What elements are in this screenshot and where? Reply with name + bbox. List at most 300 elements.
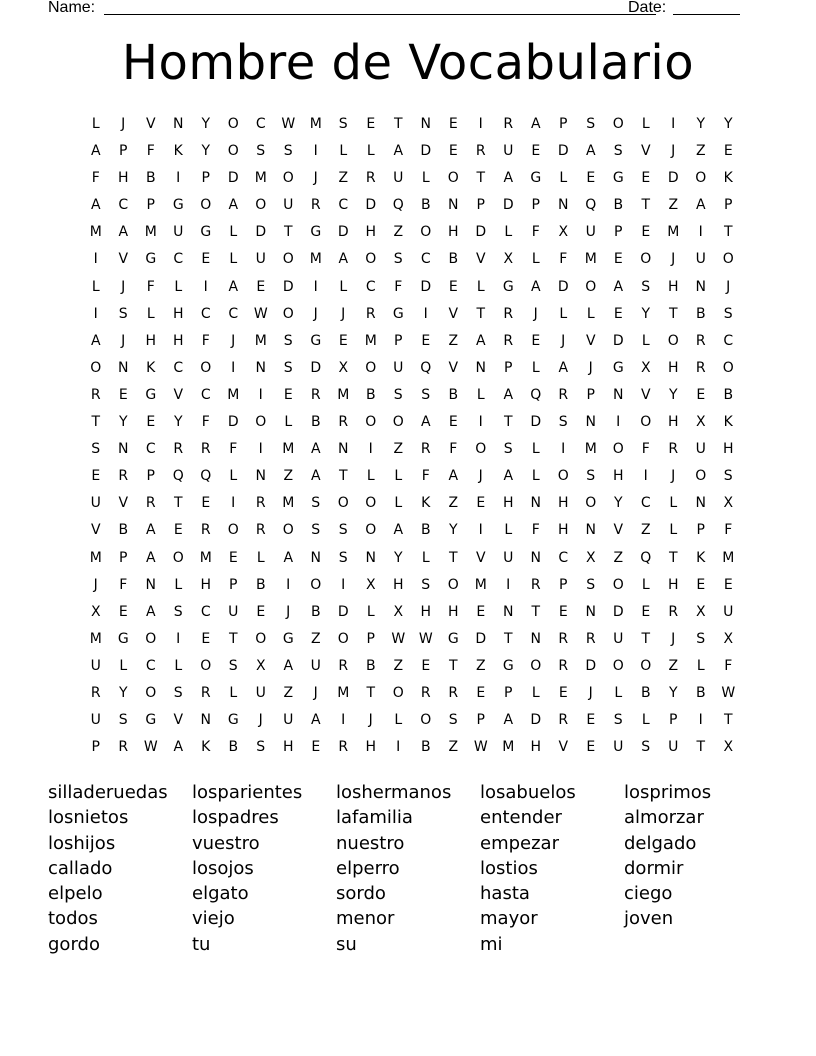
- grid-letter[interactable]: Y: [723, 116, 733, 132]
- grid-letter[interactable]: B: [613, 197, 624, 214]
- grid-letter[interactable]: Z: [695, 143, 706, 160]
- grid-letter[interactable]: H: [667, 359, 679, 376]
- grid-letter[interactable]: T: [91, 414, 101, 431]
- grid-letter[interactable]: L: [229, 251, 238, 268]
- grid-letter[interactable]: F: [146, 278, 155, 295]
- grid-letter[interactable]: H: [392, 576, 404, 593]
- grid-letter[interactable]: W: [143, 739, 158, 756]
- grid-letter[interactable]: J: [286, 603, 291, 620]
- grid-letter[interactable]: L: [394, 495, 403, 512]
- grid-letter[interactable]: L: [531, 359, 540, 376]
- grid-letter[interactable]: O: [392, 684, 404, 701]
- grid-letter[interactable]: H: [200, 576, 212, 593]
- grid-letter[interactable]: Y: [613, 495, 623, 512]
- grid-letter[interactable]: L: [421, 170, 430, 187]
- grid-letter[interactable]: V: [613, 522, 624, 539]
- grid-letter[interactable]: I: [616, 414, 621, 431]
- grid-letter[interactable]: R: [585, 630, 596, 647]
- grid-letter[interactable]: Y: [668, 684, 678, 701]
- grid-letter[interactable]: Z: [283, 468, 294, 485]
- grid-letter[interactable]: U: [723, 603, 734, 620]
- grid-letter[interactable]: R: [503, 332, 514, 349]
- grid-letter[interactable]: B: [310, 603, 321, 620]
- grid-letter[interactable]: Z: [668, 197, 679, 214]
- grid-letter[interactable]: B: [420, 739, 431, 756]
- grid-letter[interactable]: S: [421, 386, 431, 403]
- grid-letter[interactable]: O: [200, 359, 212, 376]
- grid-letter[interactable]: O: [640, 414, 652, 431]
- grid-letter[interactable]: R: [338, 739, 349, 756]
- grid-letter[interactable]: E: [558, 603, 568, 620]
- grid-letter[interactable]: O: [392, 414, 404, 431]
- grid-letter[interactable]: D: [530, 414, 542, 431]
- grid-letter[interactable]: B: [723, 386, 734, 403]
- grid-letter[interactable]: H: [557, 522, 569, 539]
- grid-letter[interactable]: O: [640, 251, 652, 268]
- grid-letter[interactable]: G: [200, 224, 212, 241]
- grid-letter[interactable]: I: [396, 739, 401, 756]
- grid-letter[interactable]: N: [530, 549, 541, 566]
- grid-letter[interactable]: T: [668, 549, 678, 566]
- grid-letter[interactable]: C: [338, 197, 349, 214]
- grid-letter[interactable]: R: [255, 495, 266, 512]
- grid-letter[interactable]: L: [669, 522, 678, 539]
- grid-letter[interactable]: R: [145, 495, 156, 512]
- grid-letter[interactable]: C: [173, 251, 184, 268]
- grid-letter[interactable]: V: [173, 386, 184, 403]
- grid-letter[interactable]: G: [310, 224, 322, 241]
- grid-letter[interactable]: O: [337, 495, 349, 512]
- grid-letter[interactable]: E: [201, 630, 211, 647]
- grid-letter[interactable]: J: [313, 305, 318, 322]
- grid-letter[interactable]: A: [393, 143, 404, 160]
- grid-letter[interactable]: X: [393, 603, 404, 620]
- grid-letter[interactable]: L: [531, 251, 540, 268]
- grid-letter[interactable]: L: [366, 468, 375, 485]
- grid-letter[interactable]: I: [671, 116, 676, 132]
- grid-letter[interactable]: I: [203, 278, 208, 295]
- grid-letter[interactable]: U: [393, 170, 404, 187]
- grid-letter[interactable]: R: [668, 441, 679, 458]
- grid-letter[interactable]: A: [228, 197, 239, 214]
- grid-letter[interactable]: B: [365, 386, 376, 403]
- grid-letter[interactable]: H: [667, 414, 679, 431]
- grid-letter[interactable]: E: [256, 603, 266, 620]
- grid-letter[interactable]: M: [337, 386, 350, 403]
- grid-letter[interactable]: O: [282, 170, 294, 187]
- grid-letter[interactable]: P: [559, 116, 568, 132]
- grid-letter[interactable]: M: [474, 576, 487, 593]
- grid-letter[interactable]: Z: [640, 522, 651, 539]
- grid-letter[interactable]: D: [282, 278, 294, 295]
- grid-letter[interactable]: R: [695, 359, 706, 376]
- grid-letter[interactable]: D: [337, 224, 349, 241]
- grid-letter[interactable]: V: [173, 712, 184, 729]
- grid-letter[interactable]: R: [310, 386, 321, 403]
- grid-letter[interactable]: S: [613, 712, 623, 729]
- grid-letter[interactable]: O: [337, 630, 349, 647]
- grid-letter[interactable]: I: [698, 712, 703, 729]
- grid-letter[interactable]: H: [172, 332, 184, 349]
- grid-letter[interactable]: L: [504, 522, 513, 539]
- grid-letter[interactable]: U: [283, 197, 294, 214]
- grid-letter[interactable]: Q: [172, 468, 184, 485]
- grid-letter[interactable]: D: [420, 278, 432, 295]
- grid-letter[interactable]: P: [531, 197, 540, 214]
- grid-letter[interactable]: G: [502, 657, 514, 674]
- grid-letter[interactable]: J: [121, 332, 126, 349]
- grid-letter[interactable]: O: [695, 468, 707, 485]
- grid-letter[interactable]: I: [258, 386, 263, 403]
- grid-letter[interactable]: O: [145, 684, 157, 701]
- grid-letter[interactable]: R: [310, 197, 321, 214]
- grid-letter[interactable]: Z: [393, 224, 404, 241]
- grid-letter[interactable]: A: [90, 143, 101, 160]
- grid-letter[interactable]: E: [641, 603, 651, 620]
- grid-letter[interactable]: T: [476, 170, 486, 187]
- grid-letter[interactable]: N: [310, 549, 321, 566]
- grid-letter[interactable]: P: [146, 197, 155, 214]
- grid-letter[interactable]: O: [255, 630, 267, 647]
- grid-letter[interactable]: A: [503, 386, 514, 403]
- grid-letter[interactable]: T: [228, 630, 238, 647]
- grid-letter[interactable]: V: [448, 305, 459, 322]
- grid-letter[interactable]: F: [119, 576, 128, 593]
- grid-letter[interactable]: V: [118, 495, 129, 512]
- grid-letter[interactable]: M: [254, 170, 267, 187]
- grid-letter[interactable]: S: [338, 522, 348, 539]
- grid-letter[interactable]: L: [366, 143, 375, 160]
- grid-letter[interactable]: G: [282, 630, 294, 647]
- grid-letter[interactable]: X: [723, 739, 734, 756]
- grid-letter[interactable]: L: [146, 305, 155, 322]
- grid-letter[interactable]: F: [449, 441, 458, 458]
- grid-letter[interactable]: P: [669, 712, 678, 729]
- grid-letter[interactable]: F: [229, 441, 238, 458]
- grid-letter[interactable]: I: [286, 576, 291, 593]
- grid-letter[interactable]: U: [393, 359, 404, 376]
- grid-letter[interactable]: C: [420, 251, 431, 268]
- grid-letter[interactable]: A: [695, 197, 706, 214]
- grid-letter[interactable]: E: [421, 657, 431, 674]
- grid-letter[interactable]: K: [723, 170, 733, 187]
- grid-letter[interactable]: A: [338, 251, 349, 268]
- grid-letter[interactable]: H: [447, 603, 459, 620]
- grid-letter[interactable]: W: [418, 630, 433, 647]
- grid-letter[interactable]: E: [173, 522, 183, 539]
- grid-letter[interactable]: V: [640, 143, 651, 160]
- grid-letter[interactable]: M: [144, 224, 157, 241]
- grid-letter[interactable]: M: [89, 549, 102, 566]
- grid-letter[interactable]: P: [476, 712, 485, 729]
- grid-letter[interactable]: E: [586, 170, 596, 187]
- grid-letter[interactable]: M: [89, 224, 102, 241]
- grid-letter[interactable]: T: [338, 468, 348, 485]
- grid-letter[interactable]: R: [118, 739, 129, 756]
- grid-letter[interactable]: N: [558, 197, 569, 214]
- grid-letter[interactable]: D: [475, 630, 487, 647]
- grid-letter[interactable]: E: [558, 684, 568, 701]
- grid-letter[interactable]: E: [476, 684, 486, 701]
- grid-letter[interactable]: L: [504, 224, 513, 241]
- grid-letter[interactable]: X: [695, 603, 706, 620]
- grid-letter[interactable]: E: [201, 251, 211, 268]
- grid-letter[interactable]: H: [172, 305, 184, 322]
- grid-letter[interactable]: A: [503, 712, 514, 729]
- grid-letter[interactable]: V: [145, 116, 156, 132]
- grid-letter[interactable]: S: [311, 495, 321, 512]
- grid-letter[interactable]: G: [502, 278, 514, 295]
- grid-letter[interactable]: E: [421, 332, 431, 349]
- grid-letter[interactable]: E: [338, 332, 348, 349]
- grid-letter[interactable]: A: [475, 332, 486, 349]
- grid-letter[interactable]: U: [503, 143, 514, 160]
- grid-letter[interactable]: L: [559, 170, 568, 187]
- grid-letter[interactable]: T: [503, 414, 513, 431]
- grid-letter[interactable]: S: [283, 359, 293, 376]
- grid-letter[interactable]: L: [339, 143, 348, 160]
- grid-letter[interactable]: E: [586, 712, 596, 729]
- grid-letter[interactable]: Z: [310, 630, 321, 647]
- grid-letter[interactable]: E: [91, 468, 101, 485]
- grid-letter[interactable]: O: [365, 251, 377, 268]
- grid-letter[interactable]: I: [698, 224, 703, 241]
- grid-letter[interactable]: T: [448, 657, 458, 674]
- grid-letter[interactable]: P: [119, 549, 128, 566]
- grid-letter[interactable]: R: [200, 522, 211, 539]
- grid-letter[interactable]: A: [530, 116, 541, 132]
- grid-letter[interactable]: N: [448, 197, 459, 214]
- grid-letter[interactable]: U: [90, 657, 101, 674]
- grid-letter[interactable]: S: [311, 522, 321, 539]
- grid-letter[interactable]: R: [530, 576, 541, 593]
- grid-letter[interactable]: G: [447, 630, 459, 647]
- grid-letter[interactable]: I: [313, 143, 318, 160]
- grid-letter[interactable]: O: [200, 197, 212, 214]
- grid-letter[interactable]: S: [696, 630, 706, 647]
- grid-letter[interactable]: C: [255, 116, 266, 132]
- grid-letter[interactable]: S: [118, 712, 128, 729]
- grid-letter[interactable]: V: [448, 359, 459, 376]
- grid-letter[interactable]: X: [558, 224, 569, 241]
- grid-letter[interactable]: A: [310, 712, 321, 729]
- grid-letter[interactable]: R: [475, 143, 486, 160]
- grid-letter[interactable]: L: [394, 468, 403, 485]
- grid-letter[interactable]: R: [558, 712, 569, 729]
- grid-letter[interactable]: U: [90, 712, 101, 729]
- grid-letter[interactable]: J: [313, 170, 318, 187]
- grid-letter[interactable]: R: [338, 414, 349, 431]
- grid-letter[interactable]: T: [503, 630, 513, 647]
- grid-letter[interactable]: O: [612, 576, 624, 593]
- grid-letter[interactable]: C: [200, 603, 211, 620]
- grid-letter[interactable]: B: [145, 170, 156, 187]
- grid-letter[interactable]: N: [503, 603, 514, 620]
- grid-letter[interactable]: S: [338, 549, 348, 566]
- grid-letter[interactable]: O: [557, 468, 569, 485]
- grid-letter[interactable]: Q: [200, 468, 212, 485]
- grid-letter[interactable]: R: [503, 305, 514, 322]
- grid-letter[interactable]: U: [310, 657, 321, 674]
- grid-letter[interactable]: U: [613, 739, 624, 756]
- grid-letter[interactable]: P: [201, 170, 210, 187]
- grid-letter[interactable]: J: [478, 468, 483, 485]
- grid-letter[interactable]: O: [310, 576, 322, 593]
- grid-letter[interactable]: I: [176, 630, 181, 647]
- grid-letter[interactable]: I: [341, 712, 346, 729]
- grid-letter[interactable]: R: [338, 657, 349, 674]
- grid-letter[interactable]: O: [722, 359, 734, 376]
- grid-letter[interactable]: J: [341, 305, 346, 322]
- grid-letter[interactable]: O: [365, 414, 377, 431]
- grid-letter[interactable]: O: [420, 224, 432, 241]
- grid-letter[interactable]: E: [311, 739, 321, 756]
- grid-letter[interactable]: B: [448, 251, 459, 268]
- grid-letter[interactable]: H: [365, 224, 377, 241]
- grid-letter[interactable]: S: [118, 305, 128, 322]
- grid-letter[interactable]: O: [667, 332, 679, 349]
- grid-letter[interactable]: O: [227, 143, 239, 160]
- grid-letter[interactable]: L: [91, 278, 100, 295]
- grid-letter[interactable]: S: [283, 143, 293, 160]
- grid-letter[interactable]: U: [695, 441, 706, 458]
- grid-letter[interactable]: E: [613, 305, 623, 322]
- grid-letter[interactable]: S: [586, 116, 596, 132]
- grid-letter[interactable]: Y: [393, 549, 403, 566]
- grid-letter[interactable]: H: [722, 441, 734, 458]
- grid-letter[interactable]: C: [640, 495, 651, 512]
- grid-letter[interactable]: E: [448, 414, 458, 431]
- grid-letter[interactable]: F: [421, 468, 430, 485]
- grid-letter[interactable]: O: [145, 630, 157, 647]
- grid-letter[interactable]: D: [310, 359, 322, 376]
- grid-letter[interactable]: M: [722, 549, 735, 566]
- grid-letter[interactable]: P: [229, 576, 238, 593]
- grid-letter[interactable]: N: [200, 712, 211, 729]
- grid-letter[interactable]: E: [723, 143, 733, 160]
- grid-letter[interactable]: E: [146, 414, 156, 431]
- grid-letter[interactable]: A: [90, 332, 101, 349]
- grid-letter[interactable]: E: [256, 278, 266, 295]
- grid-letter[interactable]: R: [668, 603, 679, 620]
- grid-letter[interactable]: J: [121, 278, 126, 295]
- grid-letter[interactable]: X: [585, 549, 596, 566]
- grid-letter[interactable]: B: [310, 414, 321, 431]
- grid-letter[interactable]: U: [173, 224, 184, 241]
- grid-letter[interactable]: P: [119, 143, 128, 160]
- grid-letter[interactable]: E: [448, 116, 458, 132]
- grid-letter[interactable]: L: [531, 468, 540, 485]
- grid-letter[interactable]: A: [613, 278, 624, 295]
- grid-letter[interactable]: G: [145, 386, 157, 403]
- grid-letter[interactable]: F: [724, 522, 733, 539]
- grid-letter[interactable]: O: [640, 657, 652, 674]
- grid-letter[interactable]: O: [255, 414, 267, 431]
- grid-letter[interactable]: X: [695, 414, 706, 431]
- grid-letter[interactable]: L: [339, 278, 348, 295]
- grid-letter[interactable]: M: [309, 251, 322, 268]
- grid-letter[interactable]: P: [559, 576, 568, 593]
- grid-letter[interactable]: Y: [201, 143, 211, 160]
- grid-letter[interactable]: P: [724, 197, 733, 214]
- grid-letter[interactable]: O: [612, 657, 624, 674]
- grid-letter[interactable]: Z: [338, 170, 349, 187]
- grid-letter[interactable]: P: [146, 468, 155, 485]
- grid-letter[interactable]: C: [228, 305, 239, 322]
- grid-letter[interactable]: O: [227, 116, 239, 132]
- grid-letter[interactable]: T: [723, 224, 733, 241]
- grid-letter[interactable]: O: [447, 576, 459, 593]
- grid-letter[interactable]: N: [585, 522, 596, 539]
- grid-letter[interactable]: T: [641, 197, 651, 214]
- grid-letter[interactable]: H: [420, 603, 432, 620]
- grid-letter[interactable]: F: [394, 278, 403, 295]
- grid-letter[interactable]: L: [174, 576, 183, 593]
- grid-letter[interactable]: O: [585, 278, 597, 295]
- grid-letter[interactable]: Z: [448, 332, 459, 349]
- grid-letter[interactable]: A: [558, 359, 569, 376]
- grid-letter[interactable]: T: [641, 630, 651, 647]
- grid-letter[interactable]: B: [640, 684, 651, 701]
- grid-letter[interactable]: A: [118, 224, 129, 241]
- grid-letter[interactable]: E: [366, 116, 376, 132]
- grid-letter[interactable]: K: [173, 143, 183, 160]
- grid-letter[interactable]: X: [338, 359, 349, 376]
- grid-letter[interactable]: D: [667, 170, 679, 187]
- grid-letter[interactable]: S: [173, 684, 183, 701]
- grid-letter[interactable]: A: [585, 143, 596, 160]
- grid-letter[interactable]: A: [503, 170, 514, 187]
- grid-letter[interactable]: W: [721, 684, 736, 701]
- grid-letter[interactable]: Q: [392, 197, 404, 214]
- grid-letter[interactable]: X: [503, 251, 514, 268]
- grid-letter[interactable]: L: [119, 657, 128, 674]
- grid-letter[interactable]: F: [91, 170, 100, 187]
- grid-letter[interactable]: D: [585, 657, 597, 674]
- grid-letter[interactable]: K: [146, 359, 156, 376]
- grid-letter[interactable]: G: [117, 630, 129, 647]
- grid-letter[interactable]: I: [478, 414, 483, 431]
- grid-letter[interactable]: H: [667, 576, 679, 593]
- grid-letter[interactable]: E: [476, 603, 486, 620]
- grid-letter[interactable]: L: [284, 414, 293, 431]
- grid-letter[interactable]: S: [586, 468, 596, 485]
- grid-letter[interactable]: P: [91, 739, 100, 756]
- grid-letter[interactable]: O: [612, 116, 624, 132]
- grid-letter[interactable]: H: [557, 495, 569, 512]
- grid-letter[interactable]: E: [448, 278, 458, 295]
- grid-letter[interactable]: S: [723, 305, 733, 322]
- grid-letter[interactable]: G: [612, 170, 624, 187]
- grid-letter[interactable]: M: [227, 386, 240, 403]
- grid-letter[interactable]: D: [502, 197, 514, 214]
- grid-letter[interactable]: M: [309, 116, 322, 132]
- grid-letter[interactable]: A: [145, 522, 156, 539]
- grid-letter[interactable]: N: [118, 359, 129, 376]
- grid-letter[interactable]: A: [448, 468, 459, 485]
- grid-letter[interactable]: I: [176, 170, 181, 187]
- grid-letter[interactable]: A: [145, 549, 156, 566]
- grid-letter[interactable]: S: [393, 251, 403, 268]
- grid-letter[interactable]: D: [337, 603, 349, 620]
- grid-letter[interactable]: N: [530, 495, 541, 512]
- grid-letter[interactable]: F: [201, 414, 210, 431]
- grid-letter[interactable]: O: [475, 441, 487, 458]
- grid-letter[interactable]: E: [696, 386, 706, 403]
- grid-letter[interactable]: L: [229, 468, 238, 485]
- grid-letter[interactable]: E: [641, 170, 651, 187]
- grid-letter[interactable]: N: [255, 359, 266, 376]
